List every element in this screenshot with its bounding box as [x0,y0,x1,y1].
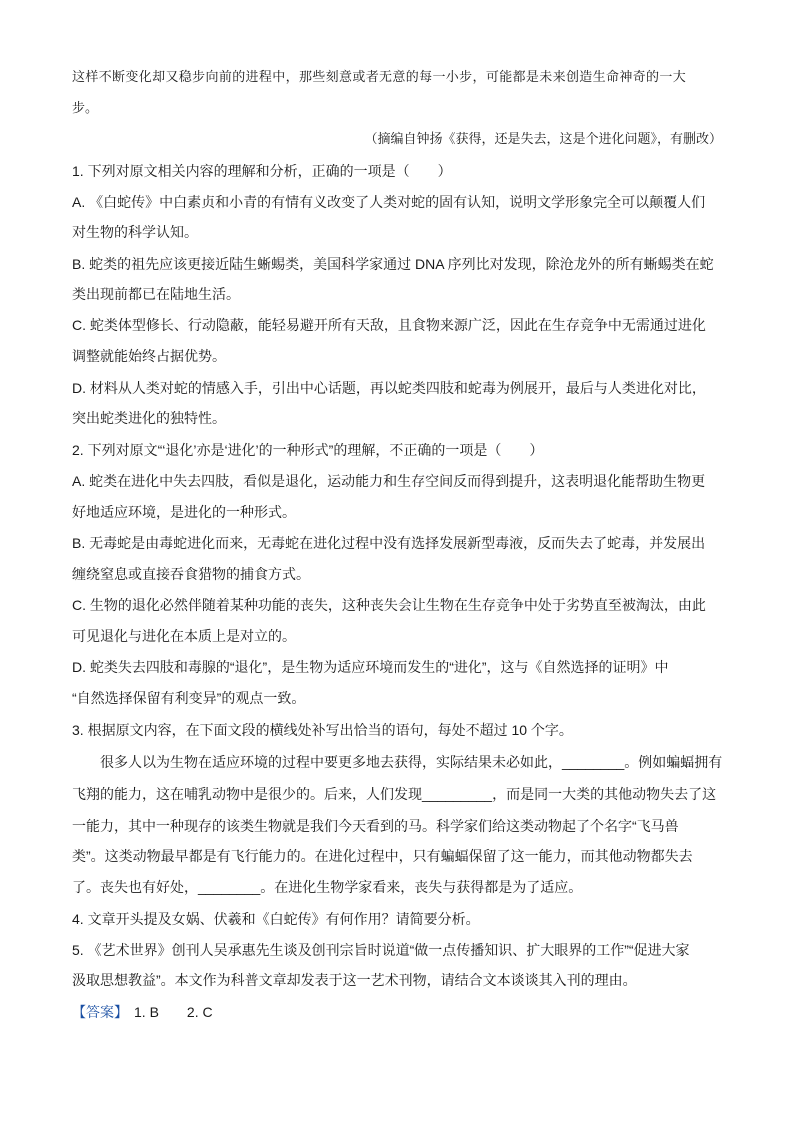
source-text-line: 这样不断变化却又稳步向前的进程中，那些刻意或者无意的每一小步，可能都是未来创造生命神奇的一大 [72,70,687,85]
question-3-stem: 3. 根据原文内容，在下面文段的横线处补写出恰当的语句，每处不超过 10 个字。 [72,722,573,738]
question-1-stem: 1. 下列对原文相关内容的理解和分析，正确的一项是（ ） [72,163,452,179]
q1-option-a-cont: 对生物的科学认知。 [72,224,198,240]
q2-option-d: D. 蛇类失去四肢和毒腺的“退化”，是生物为适应环境而发生的“进化”，这与《自然选择的证明》中 [72,659,669,675]
q2-option-a-cont: 好地适应环境，是进化的一种形式。 [72,504,296,520]
q3-passage-line: 了。丧失也有好处，________。在进化生物学家看来，丧失与获得都是为了适应。 [72,879,583,895]
question-2-stem: 2. 下列对原文“‘退化’亦是‘进化’的一种形式”的理解，不正确的一项是（ ） [72,442,544,458]
q2-option-b: B. 无毒蛇是由毒蛇进化而来，无毒蛇在进化过程中没有选择发展新型毒液，反而失去了蛇毒，并发展出 [72,535,706,551]
q1-option-a: A. 《白蛇传》中白素贞和小青的有情有义改变了人类对蛇的固有认知，说明文学形象完全可以颠覆人们 [72,194,706,210]
q1-option-b-cont: 类出现前都已在陆地生活。 [72,286,240,302]
answer-2: 2. C [186,1004,213,1020]
q3-passage-line: 很多人以为生物在适应环境的过程中要更多地去获得，实际结果未必如此，________。例如蝙蝠拥有 [72,754,723,770]
question-4-stem: 4. 文章开头提及女娲、伏羲和《白蛇传》有何作用？请简要分析。 [72,911,480,927]
question-5-stem: 5. 《艺术世界》创刊人吴承惠先生谈及创刊宗旨时说道“做一点传播知识、扩大眼界的工作”“促进大家 [72,942,690,958]
source-credit: （摘编自钟扬《获得，还是失去，这是个进化问题》，有删改） [364,132,722,147]
q2-option-a: A. 蛇类在进化中失去四肢，看似是退化，运动能力和生存空间反而得到提升，这表明退化能帮助生物更 [72,473,706,489]
q2-option-c: C. 生物的退化必然伴随着某种功能的丧失，这种丧失会让生物在生存竞争中处于劣势直至被淘汰，由此 [72,597,706,613]
answer-label: 【答案】 [72,1004,128,1020]
q2-option-d-cont: “自然选择保留有利变异”的观点一致。 [72,690,306,706]
answer-line [72,1002,219,1022]
q1-option-b: B. 蛇类的祖先应该更接近陆生蜥蜴类，美国科学家通过 DNA 序列比对发现，除沧龙外的所有蜥蜴类在蛇 [72,256,714,272]
q3-passage-line: 类”。这类动物最早都是有飞行能力的。在进化过程中，只有蝙蝠保留了这一能力，而其他动物都失去 [72,848,693,864]
question-5-stem-cont: 汲取思想教益”。本文作为科普文章却发表于这一艺术刊物，请结合文本谈谈其入刊的理由。 [72,972,637,988]
q1-option-d-cont: 突出蛇类进化的独特性。 [72,410,226,426]
source-text-line: 步。 [72,101,99,116]
q1-option-d: D. 材料从人类对蛇的情感入手，引出中心话题，再以蛇类四肢和蛇毒为例展开，最后与人类进化对比， [72,380,706,396]
q2-option-c-cont: 可见退化与进化在本质上是对立的。 [72,628,296,644]
q1-option-c-cont: 调整就能始终占据优势。 [72,348,226,364]
q3-passage-line: 飞翔的能力，这在哺乳动物中是很少的。后来，人们发现_________，而是同一大类的其他动物失去了这 [72,786,717,802]
answer-1: 1. B [134,1004,159,1020]
q3-passage-line: 一能力，其中一种现存的该类生物就是我们今天看到的马。科学家们给这类动物起了个名字“飞马兽 [72,818,679,834]
q2-option-b-cont: 缠绕窒息或直接吞食猎物的捕食方式。 [72,566,310,582]
q1-option-c: C. 蛇类体型修长、行动隐蔽，能轻易避开所有天敌，且食物来源广泛，因此在生存竞争中无需通过进化 [72,317,706,333]
